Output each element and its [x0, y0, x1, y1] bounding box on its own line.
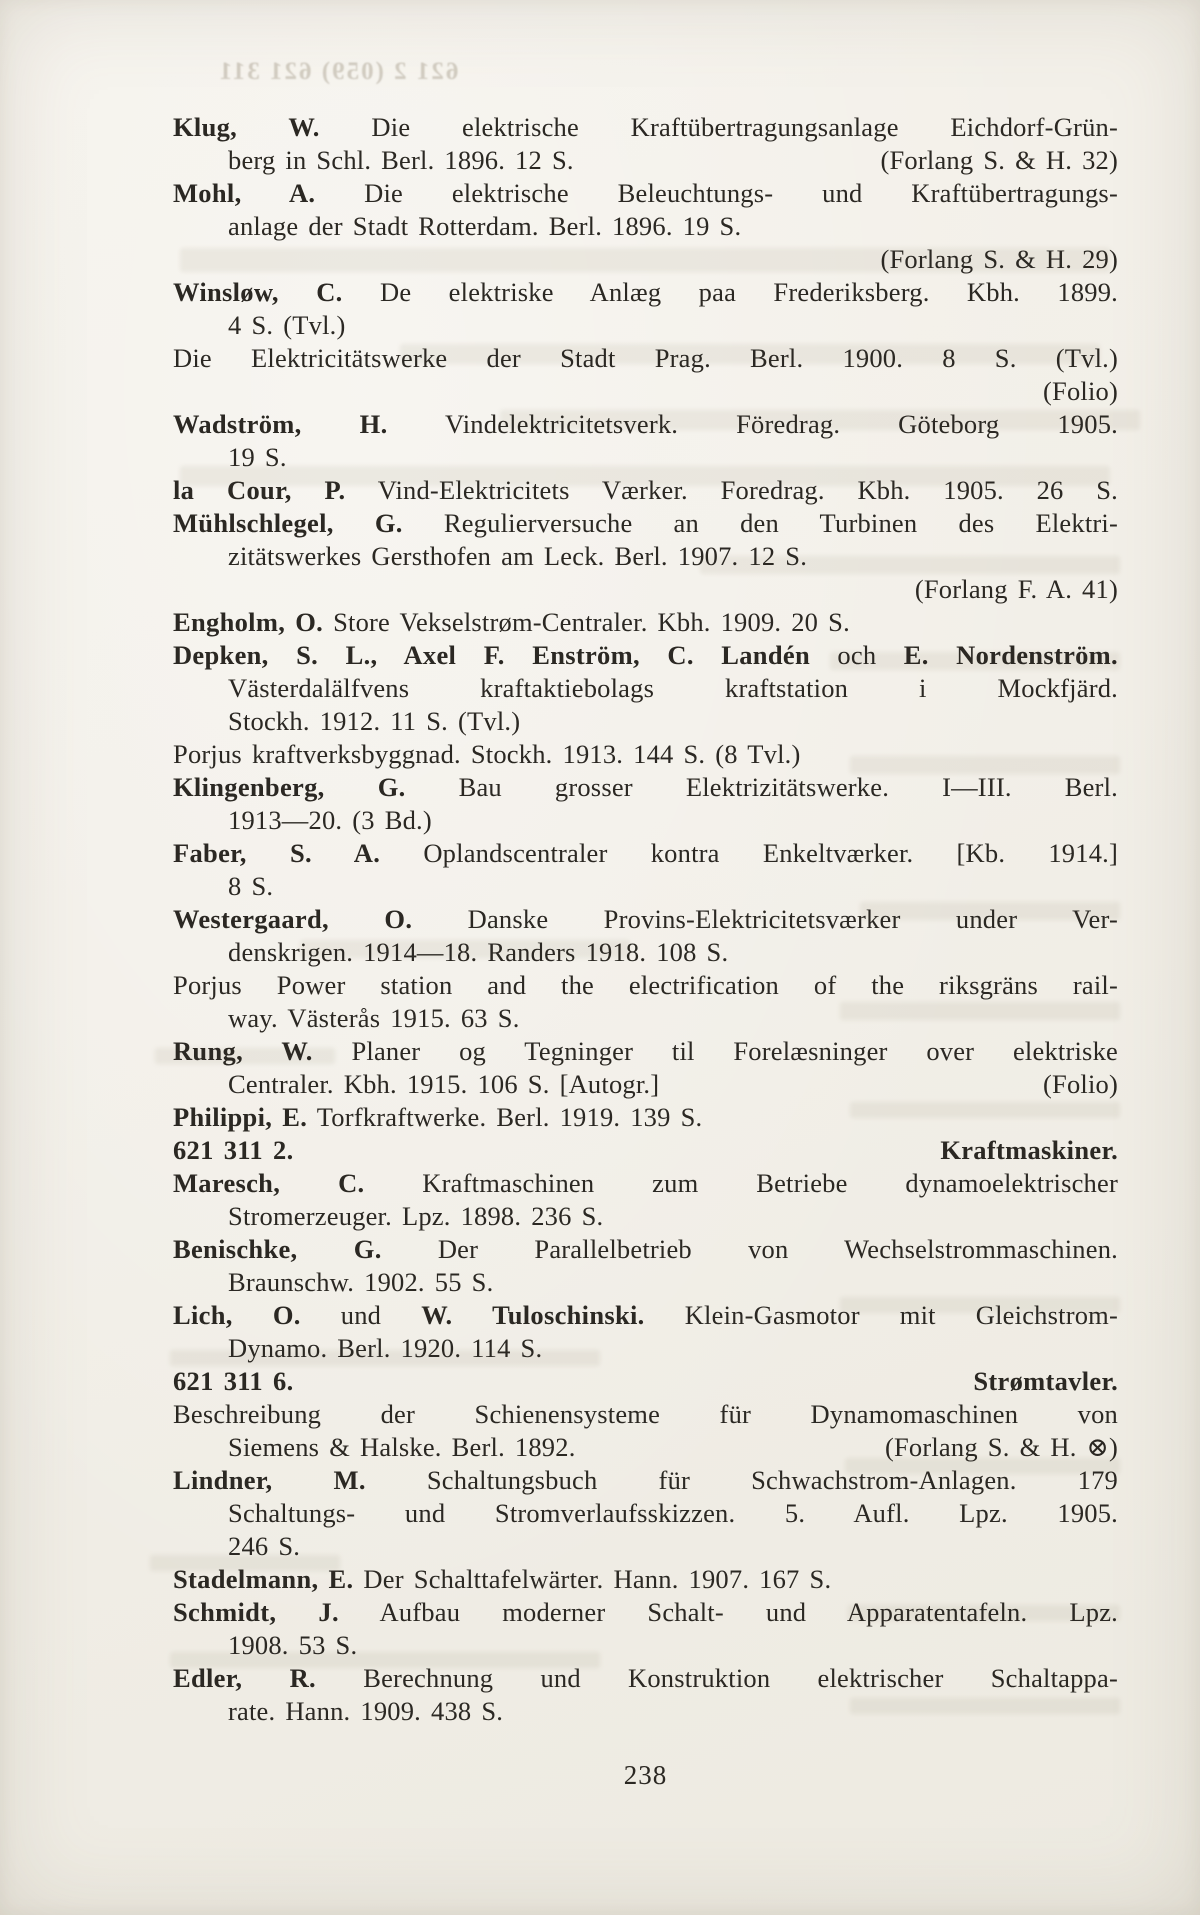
- entry-text: De elektriske Anlæg paa Frederiksberg. Kbh. 1899.: [379, 277, 1118, 307]
- entry-text: 246 S.: [228, 1531, 301, 1561]
- bibliography-line: [173, 1167, 1118, 1200]
- entry-text: anlage der Stadt Rotterdam. Berl. 1896. 19 S.: [228, 211, 742, 241]
- bibliography-line: [173, 1530, 1118, 1563]
- entry-text: Bau grosser Elektrizitätswerke. I—III. Berl.: [458, 772, 1118, 802]
- bibliography-line: [173, 606, 1118, 639]
- bleed-through-header: 621 2 (059) 621 311: [217, 58, 459, 85]
- publisher-note: (Folio): [1042, 1069, 1118, 1099]
- entry-text: berg in Schl. Berl. 1896. 12 S.: [228, 145, 574, 175]
- entry-text: Regulierversuche an den Turbinen des Elektri-: [443, 508, 1118, 538]
- bibliography-line: [173, 903, 1118, 936]
- section-title: Kraftmaskiner.: [940, 1135, 1118, 1165]
- entry-text: Stromerzeuger. Lpz. 1898. 236 S.: [228, 1201, 604, 1231]
- entry-text: Porjus kraftverksbyggnad. Stockh. 1913. 144 S. (8 Tvl.): [173, 739, 801, 769]
- entry-text: 19 S.: [228, 442, 287, 472]
- bibliography-line: [173, 1398, 1118, 1431]
- entry-text: zitätswerkes Gersthofen am Leck. Berl. 1907. 12 S.: [228, 541, 808, 571]
- page-number: 238: [623, 1760, 668, 1790]
- bibliography-line: [173, 771, 1118, 804]
- bibliography-line: [173, 1200, 1118, 1233]
- bibliography-line: [173, 243, 1118, 276]
- author-name: Philippi, E.: [173, 1102, 308, 1132]
- bibliography-line: [173, 144, 1118, 177]
- bibliography-line: [173, 1002, 1118, 1035]
- bibliography-line: [173, 474, 1118, 507]
- entry-text: Die Elektricitätswerke der Stadt Prag. Berl. 1900. 8 S. (Tvl.): [173, 343, 1118, 373]
- entry-text: Dynamo. Berl. 1920. 114 S.: [228, 1333, 543, 1363]
- entry-text: way. Västerås 1915. 63 S.: [228, 1003, 520, 1033]
- entry-text: Västerdalälfvens kraftaktiebolags kraftstation i Mockfjärd.: [228, 673, 1118, 703]
- author-name: Faber, S. A.: [173, 838, 381, 868]
- author-name: Rung, W.: [173, 1036, 313, 1066]
- author-name: Klingenberg, G.: [173, 772, 406, 802]
- entry-text: 8 S.: [228, 871, 274, 901]
- entry-text: Planer og Tegninger til Forelæsninger over elektriske: [351, 1036, 1118, 1066]
- bibliography-line: [173, 1266, 1118, 1299]
- bibliography-line: [173, 309, 1118, 342]
- bibliography-line: [173, 1299, 1118, 1332]
- entry-text: 1908. 53 S.: [228, 1630, 358, 1660]
- bibliography-line: [173, 1233, 1118, 1266]
- entry-text: och: [837, 640, 877, 670]
- bibliography-line: [173, 804, 1118, 837]
- bibliography-line: [173, 177, 1118, 210]
- author-name: Stadelmann, E.: [173, 1564, 354, 1594]
- entry-text: Die elektrische Kraftübertragungsanlage Eichdorf-Grün-: [371, 112, 1118, 142]
- bibliography-line: [173, 969, 1118, 1002]
- entry-text: Der Schalttafelwärter. Hann. 1907. 167 S.: [363, 1564, 832, 1594]
- entry-text: Klein-Gasmotor mit Gleichstrom-: [684, 1300, 1119, 1330]
- entry-text: Oplandscentraler kontra Enkeltværker. [Kb. 1914.]: [423, 838, 1119, 868]
- line-left-text: [228, 1068, 659, 1101]
- bibliography-line: [173, 1035, 1118, 1068]
- entry-text: rate. Hann. 1909. 438 S.: [228, 1696, 504, 1726]
- author-name: Wadström, H.: [173, 409, 388, 439]
- entry-text: Store Vekselstrøm-Centraler. Kbh. 1909. 20 S.: [333, 607, 850, 637]
- publisher-note: (Forlang S. & H. 29): [880, 244, 1118, 274]
- author-name: Mühlschlegel, G.: [173, 508, 403, 538]
- bibliography-line: [173, 507, 1118, 540]
- bibliography-line: [173, 870, 1118, 903]
- line-left-text: [173, 1365, 294, 1398]
- entry-text: Beschreibung der Schienensysteme für Dynamomaschinen von: [173, 1399, 1118, 1429]
- entry-text: Torfkraftwerke. Berl. 1919. 139 S.: [316, 1102, 703, 1132]
- line-left-text: [228, 1431, 576, 1464]
- bibliography-line: [173, 705, 1118, 738]
- bibliography-line: [173, 375, 1118, 408]
- entry-text: Vind-Elektricitets Værker. Foredrag. Kbh. 1905. 26 S.: [377, 475, 1118, 505]
- author-name: Westergaard, O.: [173, 904, 413, 934]
- author-name: Lindner, M.: [173, 1465, 366, 1495]
- author-name: Lich, O.: [173, 1300, 301, 1330]
- bibliography-line: [173, 1629, 1118, 1662]
- bibliography-line: [173, 1464, 1118, 1497]
- bibliography-line: [173, 1068, 1118, 1101]
- publisher-note: (Forlang F. A. 41): [914, 574, 1118, 604]
- bibliography-line: [173, 672, 1118, 705]
- author-name: la Cour, P.: [173, 475, 346, 505]
- publisher-note: (Forlang S. & H. 32): [880, 145, 1118, 175]
- entry-text: Stockh. 1912. 11 S. (Tvl.): [228, 706, 521, 736]
- bibliography-line: [173, 441, 1118, 474]
- entry-text: Danske Provins-Elektricitetsværker under Ver-: [467, 904, 1118, 934]
- section-number: 621 311 6.: [173, 1366, 294, 1396]
- author-name: Winsløw, C.: [173, 277, 343, 307]
- bibliography-line: [173, 1596, 1118, 1629]
- line-left-text: [173, 1134, 294, 1167]
- bibliography-line: [173, 1662, 1118, 1695]
- bibliography-line: [173, 111, 1118, 144]
- bibliography-line: [173, 936, 1118, 969]
- section-heading-line: [173, 1365, 1118, 1398]
- entry-text: Berechnung und Konstruktion elektrischer Schaltappa-: [363, 1663, 1118, 1693]
- bibliography-line: [173, 837, 1118, 870]
- author-name: Benischke, G.: [173, 1234, 382, 1264]
- section-number: 621 311 2.: [173, 1135, 294, 1165]
- entry-text: 1913—20. (3 Bd.): [228, 805, 432, 835]
- bibliography-line: [173, 738, 1118, 771]
- bibliography-line: [173, 1101, 1118, 1134]
- bibliography-line: [173, 1563, 1118, 1596]
- author-name: W. Tuloschinski.: [421, 1300, 645, 1330]
- author-name: Engholm, O.: [173, 607, 324, 637]
- publisher-note: (Folio): [1042, 376, 1118, 406]
- entry-text: 4 S. (Tvl.): [228, 310, 346, 340]
- bibliography-line: [173, 1497, 1118, 1530]
- entry-text: denskrigen. 1914—18. Randers 1918. 108 S.: [228, 937, 729, 967]
- bibliography-line: [173, 573, 1118, 606]
- bibliography-line: [173, 639, 1118, 672]
- entry-text: Aufbau moderner Schalt- und Apparatentafeln. Lpz.: [379, 1597, 1119, 1627]
- bibliography-line: [173, 342, 1118, 375]
- bibliography-line: [173, 408, 1118, 441]
- entry-text: Porjus Power station and the electrification of the riksgräns rail-: [173, 970, 1118, 1000]
- entry-text: Centraler. Kbh. 1915. 106 S. [Autogr.]: [228, 1069, 660, 1099]
- author-name: Edler, R.: [173, 1663, 316, 1693]
- bibliography-line: [173, 276, 1118, 309]
- section-title: Strømtavler.: [973, 1366, 1118, 1396]
- entry-text: Siemens & Halske. Berl. 1892.: [228, 1432, 576, 1462]
- entry-text: Braunschw. 1902. 55 S.: [228, 1267, 494, 1297]
- bibliography-line: [173, 540, 1118, 573]
- author-name: Schmidt, J.: [173, 1597, 339, 1627]
- text-block: [173, 111, 1118, 1728]
- line-left-text: [228, 144, 574, 177]
- entry-text: Die elektrische Beleuchtungs- und Kraftübertragungs-: [364, 178, 1118, 208]
- author-name: Mohl, A.: [173, 178, 316, 208]
- entry-text: Schaltungs- und Stromverlaufsskizzen. 5. Aufl. Lpz. 1905.: [228, 1498, 1118, 1528]
- publisher-note: (Forlang S. & H. ⊗): [884, 1432, 1118, 1462]
- section-heading-line: [173, 1134, 1118, 1167]
- entry-text: Schaltungsbuch für Schwachstrom-Anlagen. 179: [426, 1465, 1118, 1495]
- bibliography-line: [173, 1431, 1118, 1464]
- entry-text: und: [340, 1300, 382, 1330]
- bibliography-line: [173, 210, 1118, 243]
- entry-text: Kraftmaschinen zum Betriebe dynamoelektrischer: [422, 1168, 1118, 1198]
- author-name: Maresch, C.: [173, 1168, 365, 1198]
- bibliography-line: [173, 1332, 1118, 1365]
- bibliography-line: [173, 1695, 1118, 1728]
- author-name: E. Nordenström.: [903, 640, 1118, 670]
- author-name: Depken, S. L., Axel F. Enström, C. Landén: [173, 640, 810, 670]
- entry-text: Vindelektricitetsverk. Föredrag. Göteborg 1905.: [445, 409, 1118, 439]
- entry-text: Der Parallelbetrieb von Wechselstrommaschinen.: [437, 1234, 1118, 1264]
- author-name: Klug, W.: [173, 112, 320, 142]
